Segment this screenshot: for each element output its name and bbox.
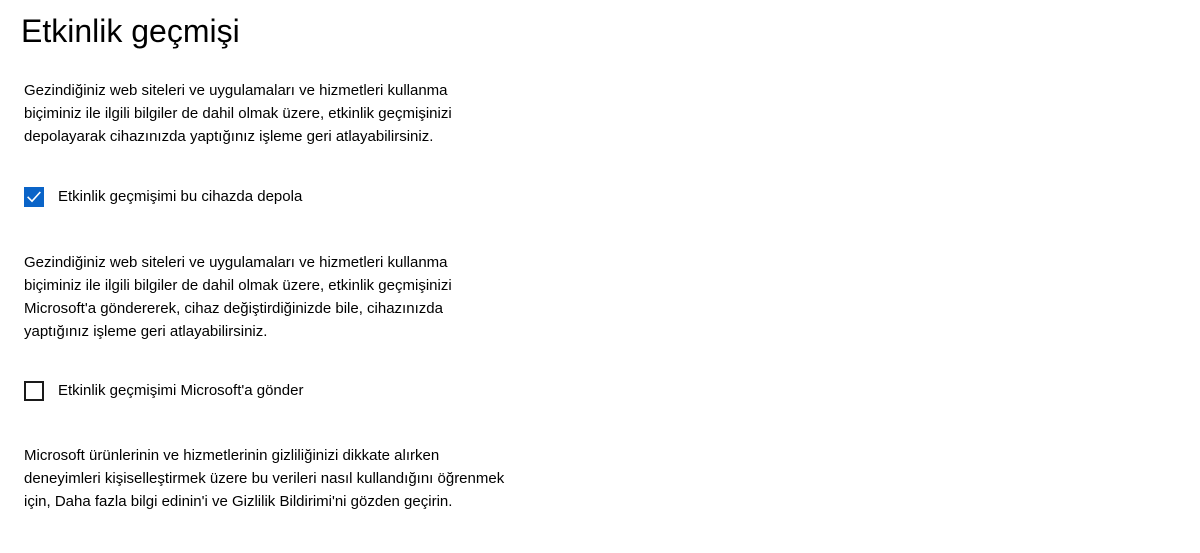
description-line: Microsoft'a göndererek, cihaz değiştirdiğinizde bile, cihazınızda bbox=[24, 300, 443, 317]
description-line: depolayarak cihazınızda yaptığınız işleme geri atlayabilirsiniz. bbox=[24, 128, 434, 145]
description-line: yaptığınız işleme geri atlayabilirsiniz. bbox=[24, 323, 268, 340]
page-title: Etkinlik geçmişi bbox=[21, 13, 240, 49]
privacy-note bbox=[24, 444, 504, 513]
checkbox-box[interactable] bbox=[24, 381, 44, 401]
checkbox-label[interactable]: Etkinlik geçmişimi Microsoft'a gönder bbox=[58, 382, 304, 399]
cloud-history-description bbox=[24, 251, 452, 343]
activity-history-page bbox=[23, 0, 1173, 553]
privacy-note-line: Microsoft ürünlerinin ve hizmetlerinin gizliliğinizi dikkate alırken bbox=[24, 447, 440, 464]
checkbox-label[interactable]: Etkinlik geçmişimi bu cihazda depola bbox=[58, 188, 303, 205]
local-history-description bbox=[24, 79, 452, 148]
description-line: Gezindiğiniz web siteleri ve uygulamaları ve hizmetleri kullanma bbox=[24, 254, 448, 271]
description-line: Gezindiğiniz web siteleri ve uygulamaları ve hizmetleri kullanma bbox=[24, 82, 448, 99]
send-history-to-microsoft-checkbox[interactable] bbox=[24, 378, 303, 404]
checkbox-box[interactable] bbox=[24, 187, 44, 207]
description-line: biçiminiz ile ilgili bilgiler de dahil olmak üzere, etkinlik geçmişinizi bbox=[24, 277, 452, 294]
privacy-note-line: için, Daha fazla bilgi edinin'i ve Gizlilik Bildirimi'ni gözden geçirin. bbox=[24, 493, 453, 510]
privacy-note-line: deneyimleri kişiselleştirmek üzere bu verileri nasıl kullandığını öğrenmek bbox=[24, 470, 505, 487]
store-history-on-device-checkbox[interactable] bbox=[24, 184, 302, 210]
checkmark-icon bbox=[26, 189, 42, 205]
description-line: biçiminiz ile ilgili bilgiler de dahil olmak üzere, etkinlik geçmişinizi bbox=[24, 105, 452, 122]
